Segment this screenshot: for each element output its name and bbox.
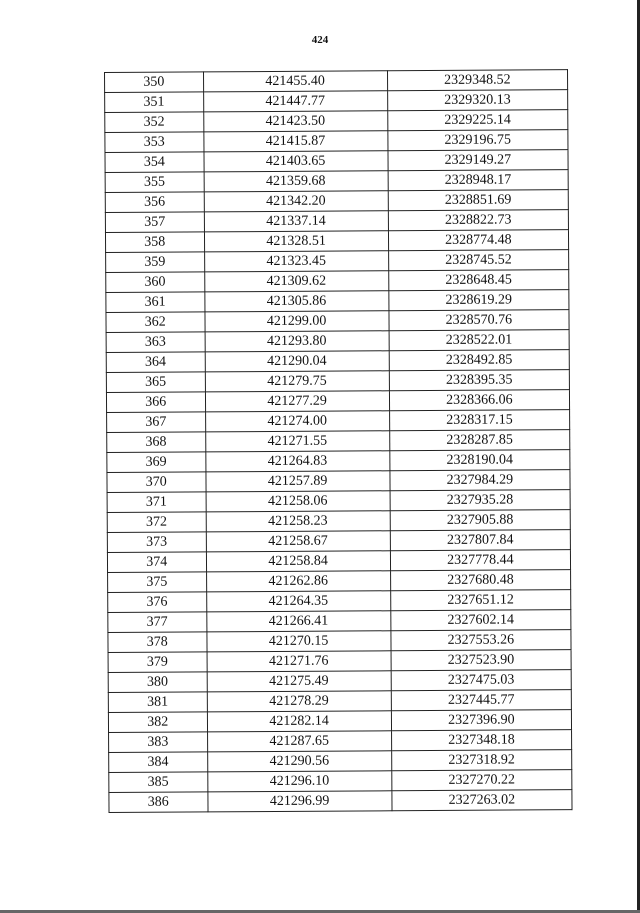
- point-number-cell: 377: [108, 612, 207, 633]
- point-number-cell: 384: [109, 752, 208, 773]
- easting-cell: 421415.87: [203, 131, 387, 152]
- northing-cell: 2328619.29: [389, 290, 569, 311]
- easting-cell: 421309.62: [204, 271, 388, 292]
- table-row: [107, 510, 570, 533]
- easting-cell: 421275.49: [207, 671, 391, 692]
- table-row: [108, 650, 571, 673]
- table-row: [105, 70, 568, 93]
- point-number-cell: 368: [107, 432, 206, 453]
- page-number: 424: [311, 34, 329, 46]
- table-row: [108, 690, 571, 713]
- northing-cell: 2327984.29: [390, 470, 570, 491]
- northing-cell: 2328648.45: [388, 270, 568, 291]
- easting-cell: 421279.75: [205, 371, 389, 392]
- table-row: [109, 750, 572, 773]
- easting-cell: 421403.65: [203, 151, 387, 172]
- table-row: [106, 250, 569, 273]
- northing-cell: 2328948.17: [388, 170, 568, 191]
- northing-cell: 2328492.85: [389, 350, 569, 371]
- table-row: [105, 210, 568, 233]
- table-row: [105, 190, 568, 213]
- northing-cell: 2327475.03: [391, 670, 571, 691]
- table-row: [107, 430, 570, 453]
- northing-cell: 2328745.52: [388, 250, 568, 271]
- easting-cell: 421323.45: [204, 251, 388, 272]
- point-number-cell: 379: [108, 652, 207, 673]
- easting-cell: 421287.65: [207, 731, 391, 752]
- northing-cell: 2329348.52: [387, 70, 567, 91]
- northing-cell: 2329196.75: [388, 130, 568, 151]
- point-number-cell: 371: [107, 492, 206, 513]
- easting-cell: 421290.04: [205, 351, 389, 372]
- table-row: [108, 570, 571, 593]
- northing-cell: 2328522.01: [389, 330, 569, 351]
- point-number-cell: 367: [107, 412, 206, 433]
- point-number-cell: 370: [107, 472, 206, 493]
- northing-cell: 2327651.12: [390, 590, 570, 611]
- northing-cell: 2327680.48: [390, 570, 570, 591]
- point-number-cell: 353: [105, 132, 204, 153]
- northing-cell: 2328822.73: [388, 210, 568, 231]
- easting-cell: 421293.80: [205, 331, 389, 352]
- table-row: [108, 670, 571, 693]
- easting-cell: 421296.99: [207, 791, 391, 812]
- table-row: [105, 170, 568, 193]
- table-row: [108, 710, 571, 733]
- point-number-cell: 374: [107, 552, 206, 573]
- point-number-cell: 381: [108, 692, 207, 713]
- northing-cell: 2327602.14: [390, 610, 570, 631]
- easting-cell: 421337.14: [204, 211, 388, 232]
- point-number-cell: 376: [108, 592, 207, 613]
- table-row: [106, 390, 569, 413]
- northing-cell: 2328774.48: [388, 230, 568, 251]
- point-number-cell: 386: [109, 792, 208, 813]
- table-row: [107, 410, 570, 433]
- easting-cell: 421271.76: [207, 651, 391, 672]
- easting-cell: 421262.86: [206, 571, 390, 592]
- point-number-cell: 372: [107, 512, 206, 533]
- northing-cell: 2327318.92: [391, 750, 571, 771]
- point-number-cell: 365: [106, 372, 205, 393]
- northing-cell: 2327778.44: [390, 550, 570, 571]
- point-number-cell: 362: [106, 312, 205, 333]
- easting-cell: 421271.55: [205, 431, 389, 452]
- northing-cell: 2327263.02: [392, 790, 572, 811]
- northing-cell: 2328395.35: [389, 370, 569, 391]
- northing-cell: 2327270.22: [391, 770, 571, 791]
- table-row: [106, 350, 569, 373]
- table-row: [105, 230, 568, 253]
- northing-cell: 2327348.18: [391, 730, 571, 751]
- northing-cell: 2329320.13: [387, 90, 567, 111]
- table-row: [105, 110, 568, 133]
- point-number-cell: 364: [106, 352, 205, 373]
- easting-cell: 421290.56: [207, 751, 391, 772]
- table-row: [108, 630, 571, 653]
- table-row: [106, 270, 569, 293]
- easting-cell: 421296.10: [207, 771, 391, 792]
- easting-cell: 421305.86: [204, 291, 388, 312]
- easting-cell: 421342.20: [204, 191, 388, 212]
- point-number-cell: 351: [105, 92, 204, 113]
- northing-cell: 2327523.90: [391, 650, 571, 671]
- table-row: [105, 130, 568, 153]
- table-row: [106, 330, 569, 353]
- easting-cell: 421266.41: [206, 611, 390, 632]
- northing-cell: 2329225.14: [387, 110, 567, 131]
- northing-cell: 2328190.04: [390, 450, 570, 471]
- table-row: [106, 290, 569, 313]
- table-row: [107, 530, 570, 553]
- table-row: [107, 470, 570, 493]
- point-number-cell: 363: [106, 332, 205, 353]
- point-number-cell: 361: [106, 292, 205, 313]
- northing-cell: 2328287.85: [389, 430, 569, 451]
- northing-cell: 2328317.15: [389, 410, 569, 431]
- easting-cell: 421270.15: [206, 631, 390, 652]
- point-number-cell: 375: [108, 572, 207, 593]
- table-row: [107, 450, 570, 473]
- table-row: [108, 590, 571, 613]
- point-number-cell: 380: [108, 672, 207, 693]
- table-row: [106, 370, 569, 393]
- point-number-cell: 385: [109, 772, 208, 793]
- table-row: [106, 310, 569, 333]
- point-number-cell: 357: [105, 212, 204, 233]
- northing-cell: 2327396.90: [391, 710, 571, 731]
- easting-cell: 421282.14: [207, 711, 391, 732]
- table-row: [107, 490, 570, 513]
- easting-cell: 421423.50: [203, 111, 387, 132]
- table-row: [109, 790, 572, 813]
- point-number-cell: 360: [106, 272, 205, 293]
- table-row: [109, 730, 572, 753]
- table-row: [105, 90, 568, 113]
- easting-cell: 421455.40: [203, 71, 387, 92]
- easting-cell: 421274.00: [205, 411, 389, 432]
- northing-cell: 2328851.69: [388, 190, 568, 211]
- northing-cell: 2328570.76: [389, 310, 569, 331]
- point-number-cell: 350: [105, 72, 204, 93]
- point-number-cell: 369: [107, 452, 206, 473]
- coordinate-table-body: [105, 70, 573, 813]
- point-number-cell: 356: [105, 192, 204, 213]
- table-row: [105, 150, 568, 173]
- easting-cell: 421359.68: [204, 171, 388, 192]
- point-number-cell: 378: [108, 632, 207, 653]
- easting-cell: 421258.84: [206, 551, 390, 572]
- easting-cell: 421299.00: [204, 311, 388, 332]
- northing-cell: 2328366.06: [389, 390, 569, 411]
- point-number-cell: 366: [106, 392, 205, 413]
- point-number-cell: 373: [107, 532, 206, 553]
- northing-cell: 2327807.84: [390, 530, 570, 551]
- easting-cell: 421264.83: [205, 451, 389, 472]
- table-row: [109, 770, 572, 793]
- point-number-cell: 383: [109, 732, 208, 753]
- northing-cell: 2327935.28: [390, 490, 570, 511]
- easting-cell: 421264.35: [206, 591, 390, 612]
- point-number-cell: 352: [105, 112, 204, 133]
- northing-cell: 2329149.27: [388, 150, 568, 171]
- easting-cell: 421277.29: [205, 391, 389, 412]
- point-number-cell: 382: [108, 712, 207, 733]
- coordinate-table: [104, 69, 573, 813]
- northing-cell: 2327905.88: [390, 510, 570, 531]
- easting-cell: 421258.23: [206, 511, 390, 532]
- easting-cell: 421258.06: [206, 491, 390, 512]
- point-number-cell: 359: [106, 252, 205, 273]
- easting-cell: 421278.29: [207, 691, 391, 712]
- table-row: [108, 610, 571, 633]
- point-number-cell: 355: [105, 172, 204, 193]
- easting-cell: 421257.89: [205, 471, 389, 492]
- northing-cell: 2327445.77: [391, 690, 571, 711]
- easting-cell: 421258.67: [206, 531, 390, 552]
- table-row: [107, 550, 570, 573]
- point-number-cell: 354: [105, 152, 204, 173]
- point-number-cell: 358: [105, 232, 204, 253]
- northing-cell: 2327553.26: [391, 630, 571, 651]
- easting-cell: 421328.51: [204, 231, 388, 252]
- easting-cell: 421447.77: [203, 91, 387, 112]
